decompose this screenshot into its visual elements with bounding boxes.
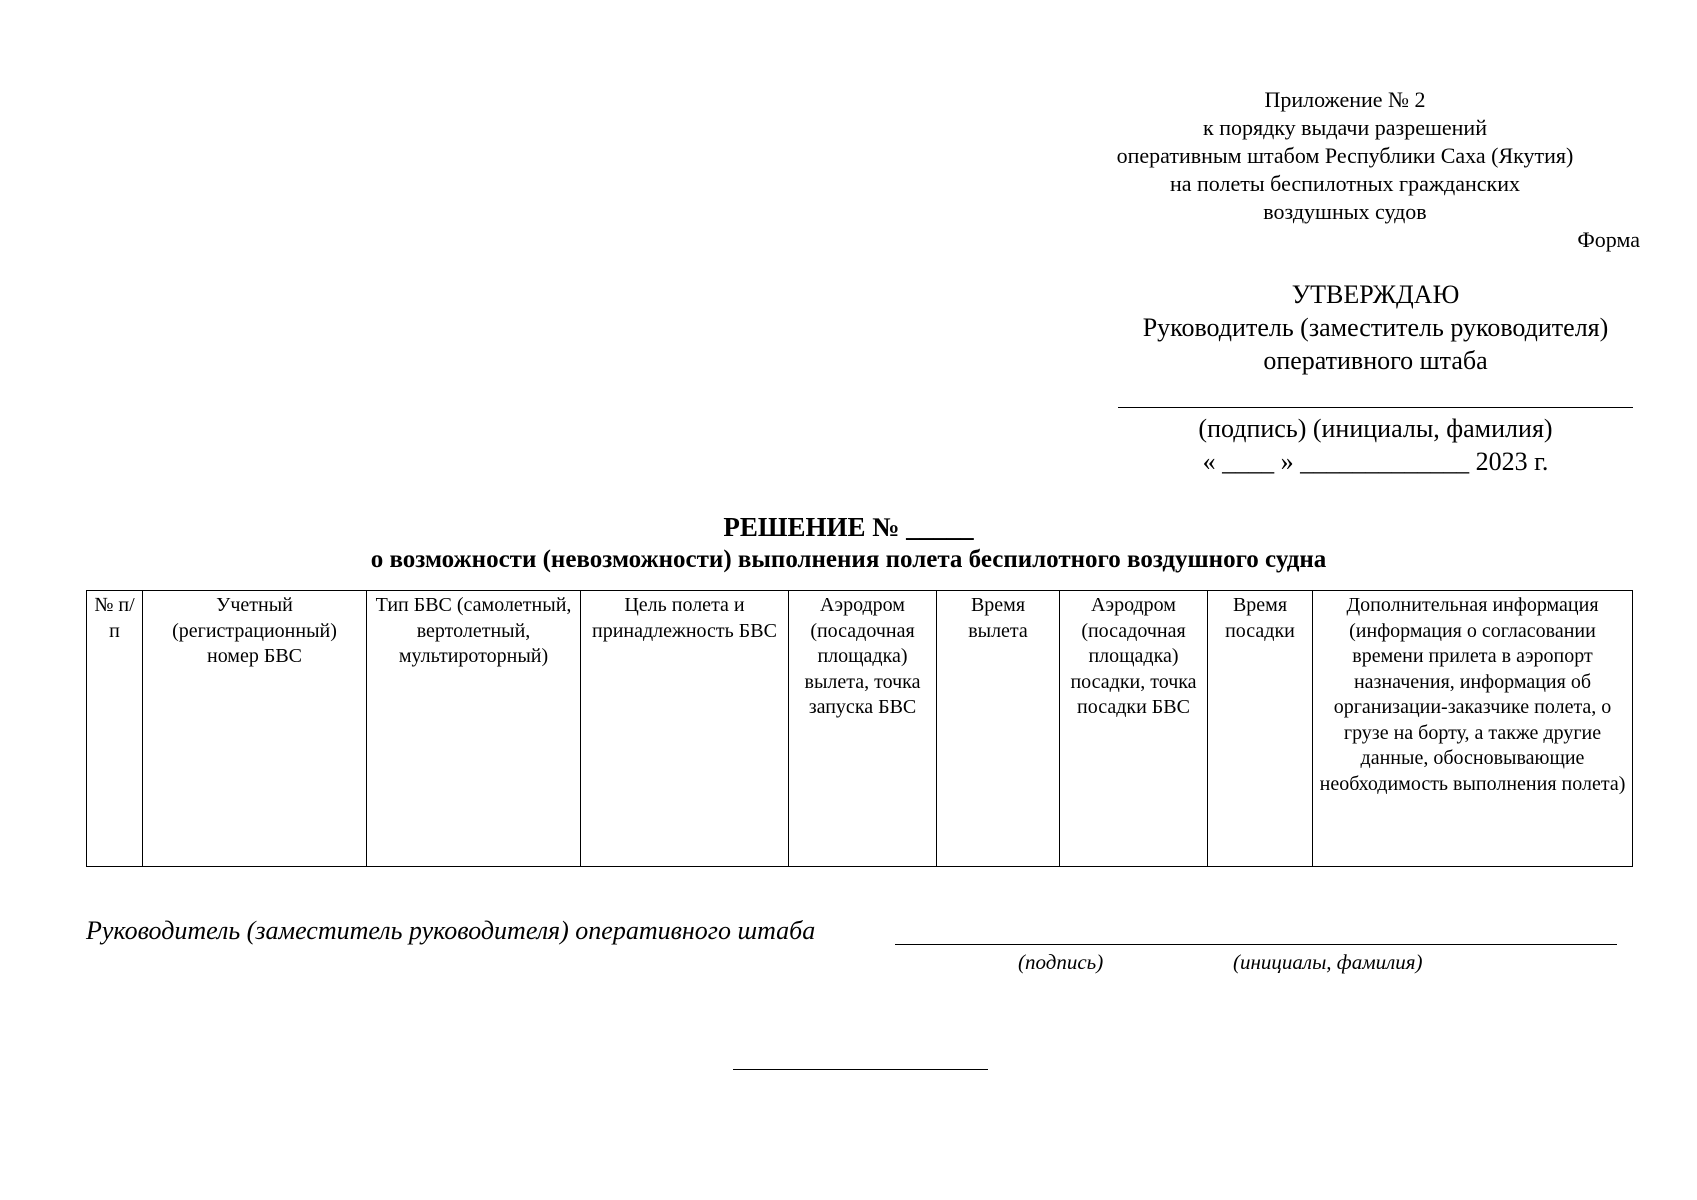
header-cell-additional-info: Дополнительная информация (информация о согласовании времени прилета в аэропорт назначения, информация об организации-заказчике полета, о грузе на борту, а также другие данные, обосновывающие необходимость выполнения полета) [1313,591,1633,867]
name-caption: (инициалы, фамилия) [1233,950,1423,974]
appendix-line: оперативным штабом Республики Саха (Якутия) [1116,143,1574,168]
bottom-divider [733,1069,988,1070]
header-cell-landing-time: Время посадки [1208,591,1313,867]
approval-position-cont: оперативного штаба [1263,346,1488,375]
appendix-block [1050,86,1640,254]
appendix-line: к порядку выдачи разрешений [1203,115,1487,140]
signer-label: Руководитель (заместитель руководителя) оперативного штаба [86,916,816,945]
approval-block [1118,278,1633,478]
approval-signature-line [1118,377,1633,408]
table-header-row [87,591,1633,867]
header-cell-landing-aerodrome: Аэродром (посадочная площадка) посадки, точка посадки БВС [1060,591,1208,867]
header-cell-type: Тип БВС (самолетный, вертолетный, мультироторный) [367,591,581,867]
signature-caption: (подпись) [1018,950,1104,974]
header-cell-purpose: Цель полета и принадлежность БВС [581,591,789,867]
form-label: Форма [1577,227,1640,252]
header-cell-departure-time: Время вылета [937,591,1060,867]
approval-signature-caption: (подпись) (инициалы, фамилия) [1198,414,1553,443]
header-cell-departure-aerodrome: Аэродром (посадочная площадка) вылета, точка запуска БВС [789,591,937,867]
header-cell-registration: Учетный (регистрационный) номер БВС [143,591,367,867]
header-cell-number: № п/п [87,591,143,867]
appendix-number: Приложение № 2 [1264,87,1426,112]
approval-position: Руководитель (заместитель руководителя) [1142,313,1609,342]
signer-signature-line [895,944,1617,945]
decision-subtitle: о возможности (невозможности) выполнения полета беспилотного воздушного судна [370,546,1327,573]
decision-title: РЕШЕНИЕ № _____ [723,512,974,542]
appendix-line: на полеты беспилотных гражданских [1170,171,1520,196]
approval-date-line: « ____ » _____________ 2023 г. [1202,447,1549,476]
approval-heading: УТВЕРЖДАЮ [1291,280,1460,309]
flight-table [86,590,1633,867]
appendix-line: воздушных судов [1263,199,1427,224]
